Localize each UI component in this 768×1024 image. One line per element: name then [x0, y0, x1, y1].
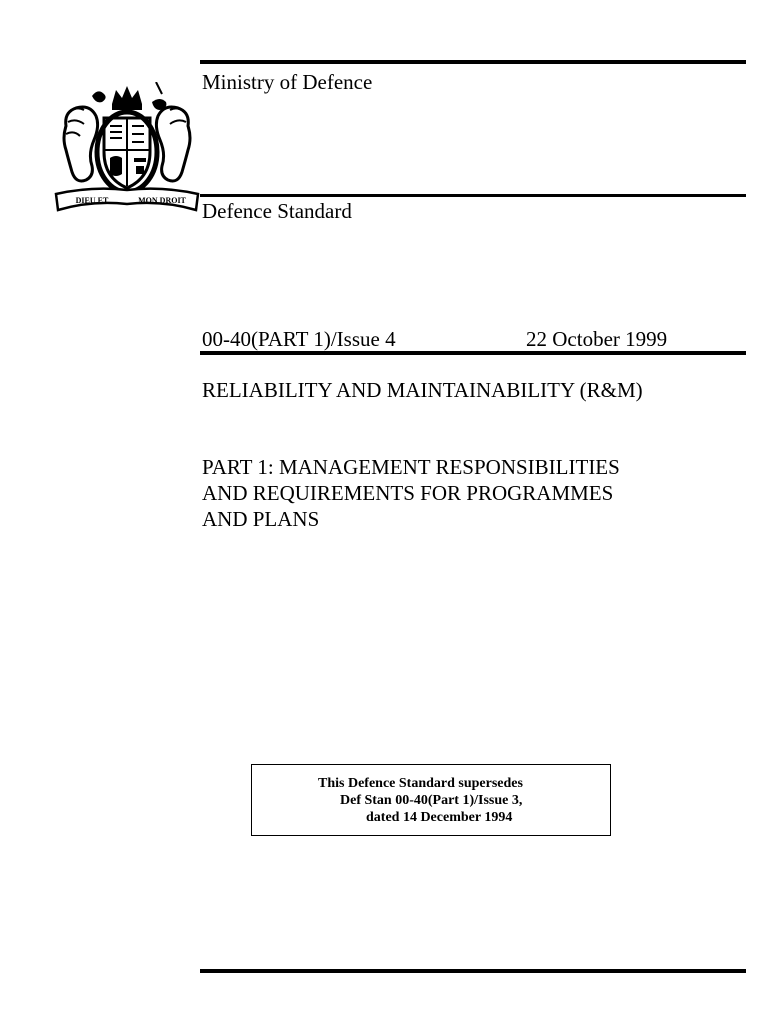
ministry-divider — [200, 194, 746, 197]
supersedes-notice — [251, 764, 611, 836]
notice-line-3: dated 14 December 1994 — [366, 810, 513, 825]
part-title-line-3: AND PLANS — [202, 507, 320, 531]
standard-reference: 00-40(PART 1)/Issue 4 — [202, 327, 396, 351]
svg-text:MON DROIT: MON DROIT — [138, 196, 186, 205]
document-title: RELIABILITY AND MAINTAINABILITY (R&M) — [202, 378, 643, 402]
bottom-rule — [200, 969, 746, 973]
svg-text:DIEU ET: DIEU ET — [75, 196, 109, 205]
part-title-line-1: PART 1: MANAGEMENT RESPONSIBILITIES — [202, 455, 620, 479]
top-rule — [200, 60, 746, 64]
royal-coat-of-arms-icon — [52, 82, 202, 212]
part-title-line-2: AND REQUIREMENTS FOR PROGRAMMES — [202, 481, 614, 505]
notice-line-2: Def Stan 00-40(Part 1)/Issue 3, — [340, 793, 523, 808]
notice-line-1: This Defence Standard supersedes — [318, 776, 523, 791]
document-type: Defence Standard — [202, 199, 352, 223]
ministry-name: Ministry of Defence — [202, 70, 373, 94]
issue-date: 22 October 1999 — [526, 327, 668, 351]
